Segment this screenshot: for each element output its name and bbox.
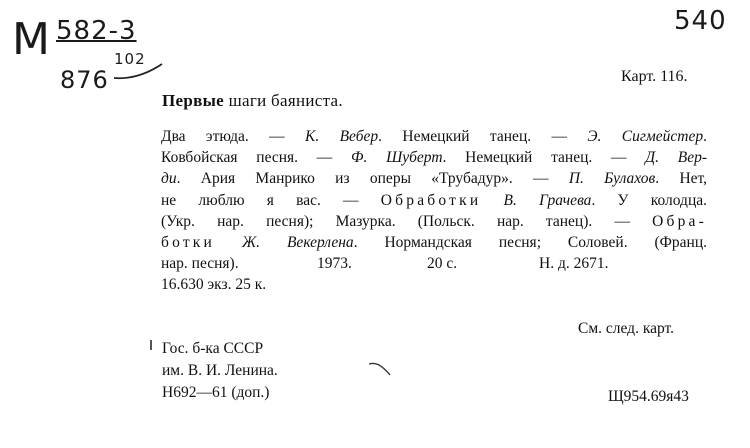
handwritten-arc-mark [112, 60, 168, 82]
library-stamp [162, 338, 278, 404]
library-line-2: им. В. И. Ленина. [162, 362, 278, 379]
circulation-price: 16.630 экз. 25 к. [161, 276, 267, 294]
classification-code: Щ954.69я43 [608, 388, 689, 405]
imprint-year: 1973. [317, 255, 352, 273]
library-line-3: Н692—61 (доп.) [162, 384, 270, 401]
margin-tick [150, 340, 152, 350]
handwritten-inventory-superscript: 102 [114, 50, 146, 68]
card-number-label: Карт. 116. [621, 68, 688, 85]
contents-line-6: ботки Ж. Векерлена. Нормандская песня; Соловей. (Франц. [161, 233, 707, 251]
pencil-tick-mark [368, 361, 394, 377]
contents-line-4: не люблю я вас. — Обработки В. Грачева. У колодца. [161, 191, 707, 209]
handwritten-shelf-number: 582-3 [56, 16, 137, 46]
handwritten-card-number: 540 [674, 6, 727, 36]
handwritten-fund-letter: М [12, 14, 50, 65]
contents-line-5: (Укр. нар. песня); Мазурка. (Польск. нар. танец). — Обра- [161, 212, 707, 230]
book-title [162, 90, 343, 111]
book-title-rest: шаги баяниста. [224, 91, 343, 110]
library-line-1: Гос. б-ка СССР [162, 340, 264, 357]
imprint-genre: нар. песня). [161, 255, 239, 273]
handwritten-inventory-number: 876 [60, 66, 109, 94]
contents-text [161, 126, 707, 296]
book-title-bold: Первые [162, 91, 225, 110]
contents-line-3: ди. Ария Манрико из оперы «Трубадур». — П. Булахов. Нет, [161, 170, 707, 188]
contents-line-1: Два этюда. — К. Вебер. Немецкий танец. — Э. Сигмейстер. [161, 128, 707, 145]
contents-line-2: Ковбойская песня. — Ф. Шуберт. Немецкий танец. — Д. Вер- [161, 149, 707, 167]
imprint-order-number: Н. д. 2671. [539, 255, 609, 273]
imprint-line [161, 253, 707, 274]
imprint-pages: 20 с. [427, 255, 458, 273]
see-next-card: См. след. карт. [578, 320, 675, 337]
